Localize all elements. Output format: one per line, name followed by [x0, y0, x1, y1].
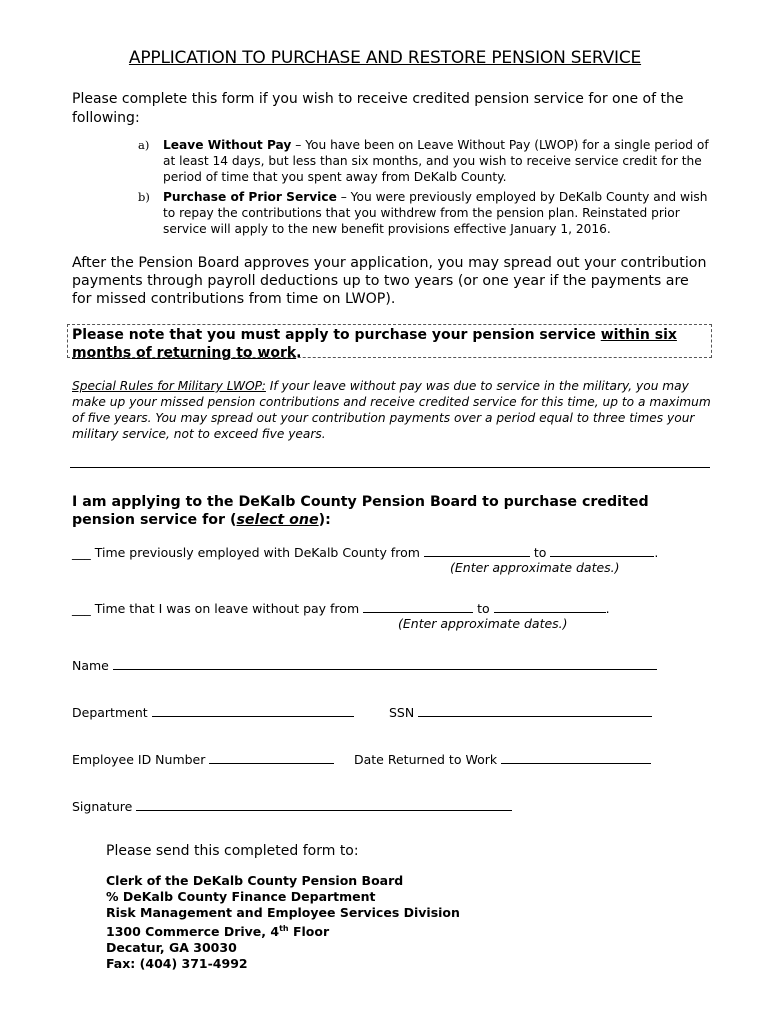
send-instructions: Please send this completed form to:: [106, 843, 359, 859]
note-text: [72, 326, 707, 362]
signature-row: [72, 798, 512, 814]
apply-heading-prefix: I am applying to the DeKalb County Pension Board to purchase credited pension service for (: [72, 494, 649, 528]
intro-paragraph: Please complete this form if you wish to receive credited pension service for one of the following:: [72, 91, 684, 126]
date-hint: (Enter approximate dates.): [450, 560, 620, 575]
option-check-blank[interactable]: ___: [72, 545, 91, 560]
note-deadline: within six months of returning to work: [72, 327, 677, 361]
signature-label: Signature: [72, 799, 133, 814]
from-date-field[interactable]: [424, 544, 530, 557]
department-label: Department: [72, 705, 148, 720]
signature-field[interactable]: [136, 798, 512, 811]
list-item-body: [163, 189, 718, 237]
option-end: .: [605, 601, 610, 616]
employee-id-field[interactable]: [209, 751, 334, 764]
option-check-blank[interactable]: ___: [72, 601, 91, 616]
address-line: Clerk of the DeKalb County Pension Board: [106, 873, 404, 888]
list-item-text: – You were previously employed by DeKalb County and wish to repay the contributions that you withdrew from the pension plan. Reinstated prior service will apply to the new benefit provisions effective January 1, 2016.: [163, 190, 708, 236]
ssn-row: [389, 704, 652, 720]
note-prefix: Please note that you must apply to purchase your pension service: [72, 327, 601, 343]
divider: [70, 467, 710, 468]
name-label: Name: [72, 658, 109, 673]
to-date-field[interactable]: [494, 600, 606, 613]
list-item-heading: Leave Without Pay: [163, 138, 292, 152]
to-date-field[interactable]: [550, 544, 654, 557]
list-item-heading: Purchase of Prior Service: [163, 190, 337, 204]
from-date-field[interactable]: [363, 600, 473, 613]
apply-heading-italic: select one: [236, 512, 319, 528]
name-field[interactable]: [113, 657, 657, 670]
apply-heading-suffix: ):: [318, 512, 331, 528]
option-lwop[interactable]: [72, 600, 610, 616]
after-approval-paragraph: After the Pension Board approves your application, you may spread out your contribution payments through payroll deductions up to two years (or one year if the payments are for missed contributions from time on LWOP).: [72, 255, 707, 307]
list-item-body: [163, 137, 718, 185]
address-line: % DeKalb County Finance Department: [106, 889, 376, 904]
employee-id-row: [72, 751, 334, 767]
option-end: .: [654, 545, 659, 560]
date-returned-label: Date Returned to Work: [354, 752, 498, 767]
ssn-field[interactable]: [418, 704, 652, 717]
address-fax: Fax: (404) 371-4992: [106, 956, 248, 972]
military-rules: [72, 378, 712, 442]
address-line: [106, 921, 460, 940]
department-field[interactable]: [152, 704, 354, 717]
date-returned-field[interactable]: [501, 751, 651, 764]
page-title: APPLICATION TO PURCHASE AND RESTORE PENSION SERVICE: [128, 48, 642, 68]
employee-id-label: Employee ID Number: [72, 752, 206, 767]
note-suffix: .: [296, 345, 302, 361]
list-marker: a): [138, 138, 150, 152]
option-label: Time previously employed with DeKalb County from: [90, 545, 424, 560]
to-label: to: [529, 545, 551, 560]
date-returned-row: [354, 751, 651, 767]
apply-heading: [72, 493, 712, 529]
list-item-text: – You have been on Leave Without Pay (LWOP) for a single period of at least 14 days, but less than six months, and you wish to receive service credit for the period of time that you spent away from DeKalb County.: [163, 138, 709, 184]
address-floor: Floor: [288, 924, 330, 940]
military-text: If your leave without pay was due to service in the military, you may make up your missed pension contributions and receive credited service for this time, up to a maximum of five years. You may spread out your contribution payments over a period equal to three times your military service, not to exceed five years.: [72, 379, 711, 441]
list-marker: b): [138, 190, 150, 204]
department-row: [72, 704, 354, 720]
option-prior-service[interactable]: [72, 544, 658, 560]
address-line: Risk Management and Employee Services Division: [106, 905, 460, 920]
military-heading: Special Rules for Military LWOP:: [72, 379, 266, 393]
name-row: [72, 657, 657, 673]
address-floor-suffix: th: [279, 924, 289, 933]
option-label: Time that I was on leave without pay from: [90, 601, 364, 616]
ssn-label: SSN: [389, 705, 415, 720]
address-street: 1300 Commerce Drive, 4: [106, 924, 280, 940]
to-label: to: [473, 601, 494, 616]
date-hint: (Enter approximate dates.): [398, 616, 568, 631]
address-line: Decatur, GA 30030: [106, 940, 237, 956]
mailing-address: [106, 873, 460, 972]
